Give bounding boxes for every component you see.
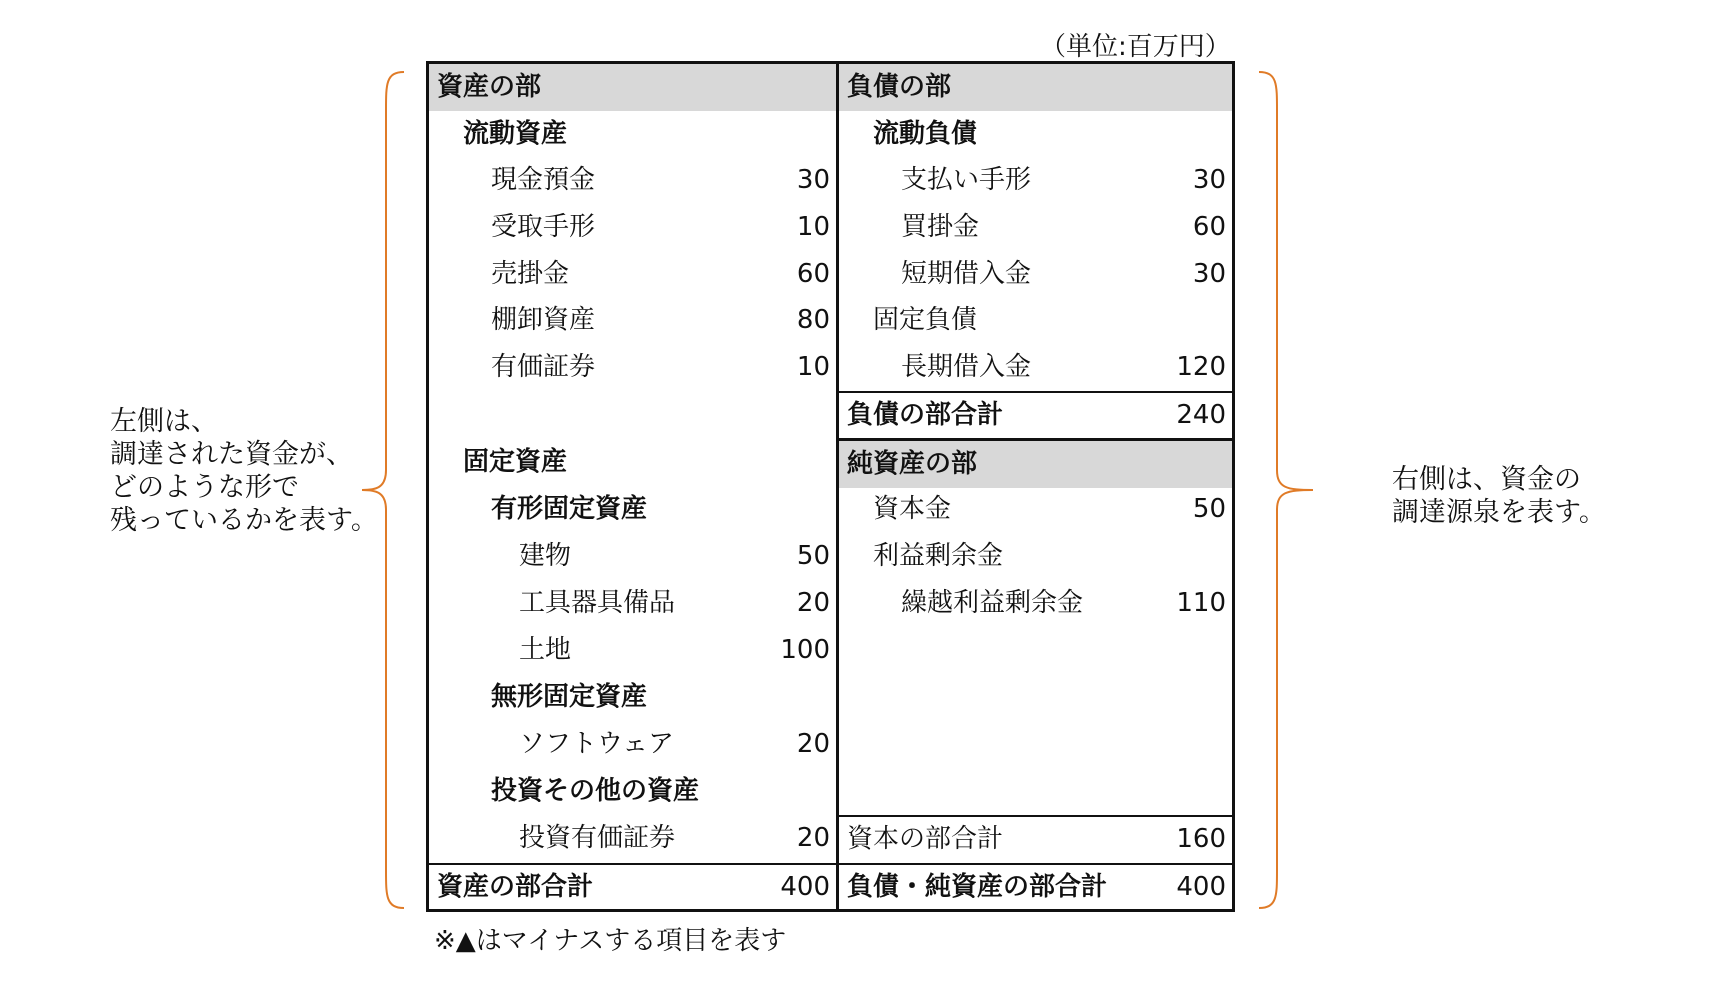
fixed-assets-header: 固定資産: [463, 447, 568, 477]
equity-header: 純資産の部: [839, 441, 1232, 488]
asset-row: 工具器具備品 20: [519, 588, 830, 618]
asset-row: 受取手形 10: [491, 212, 830, 242]
liabilities-total-row: 負債の部合計 240: [847, 400, 1226, 430]
asset-row: ソフトウェア 20: [519, 729, 830, 759]
asset-row: 棚卸資産 80: [491, 305, 830, 335]
equity-row: 資本金 50: [873, 494, 1226, 524]
liability-row: 短期借入金 30: [901, 259, 1226, 289]
liability-row: 買掛金 60: [901, 212, 1226, 242]
grand-total-row: 負債・純資産の部合計 400: [847, 872, 1226, 902]
liabilities-header: 負債の部: [839, 64, 1232, 111]
footnote: ※▲はマイナスする項目を表す: [434, 926, 787, 956]
left-side-note: 左側は、 調達された資金が、 どのような形で 残っているかを表す。: [110, 406, 378, 536]
current-liabilities-header: 流動負債: [873, 119, 978, 149]
equity-row: 繰越利益剰余金 110: [901, 588, 1226, 618]
asset-row: 売掛金 60: [491, 259, 830, 289]
liability-row: 長期借入金 120: [901, 352, 1226, 382]
liability-row: 支払い手形 30: [901, 165, 1226, 195]
investment-assets-header: 投資その他の資産: [491, 776, 700, 806]
intangible-assets-header: 無形固定資産: [491, 682, 648, 712]
assets-total-row: 資産の部合計 400: [437, 872, 830, 902]
unit-label: （単位:百万円）: [1040, 32, 1231, 62]
current-assets-header: 流動資産: [463, 119, 568, 149]
retained-earnings-header: 利益剰余金: [873, 541, 1004, 571]
asset-row: 現金預金 30: [491, 165, 830, 195]
asset-row: 有価証券 10: [491, 352, 830, 382]
asset-row: 土地 100: [519, 635, 830, 665]
tangible-assets-header: 有形固定資産: [491, 494, 648, 524]
balance-sheet: [426, 61, 1235, 912]
asset-row: 投資有価証券 20: [519, 823, 830, 853]
fixed-liabilities-header: 固定負債: [873, 305, 978, 335]
assets-header: 資産の部: [429, 64, 836, 111]
right-brace: [1257, 70, 1317, 912]
equity-total-row: 資本の部合計 160: [847, 824, 1226, 854]
asset-row: 建物 50: [519, 541, 830, 571]
right-side-note: 右側は、資金の 調達源泉を表す。: [1392, 464, 1606, 528]
